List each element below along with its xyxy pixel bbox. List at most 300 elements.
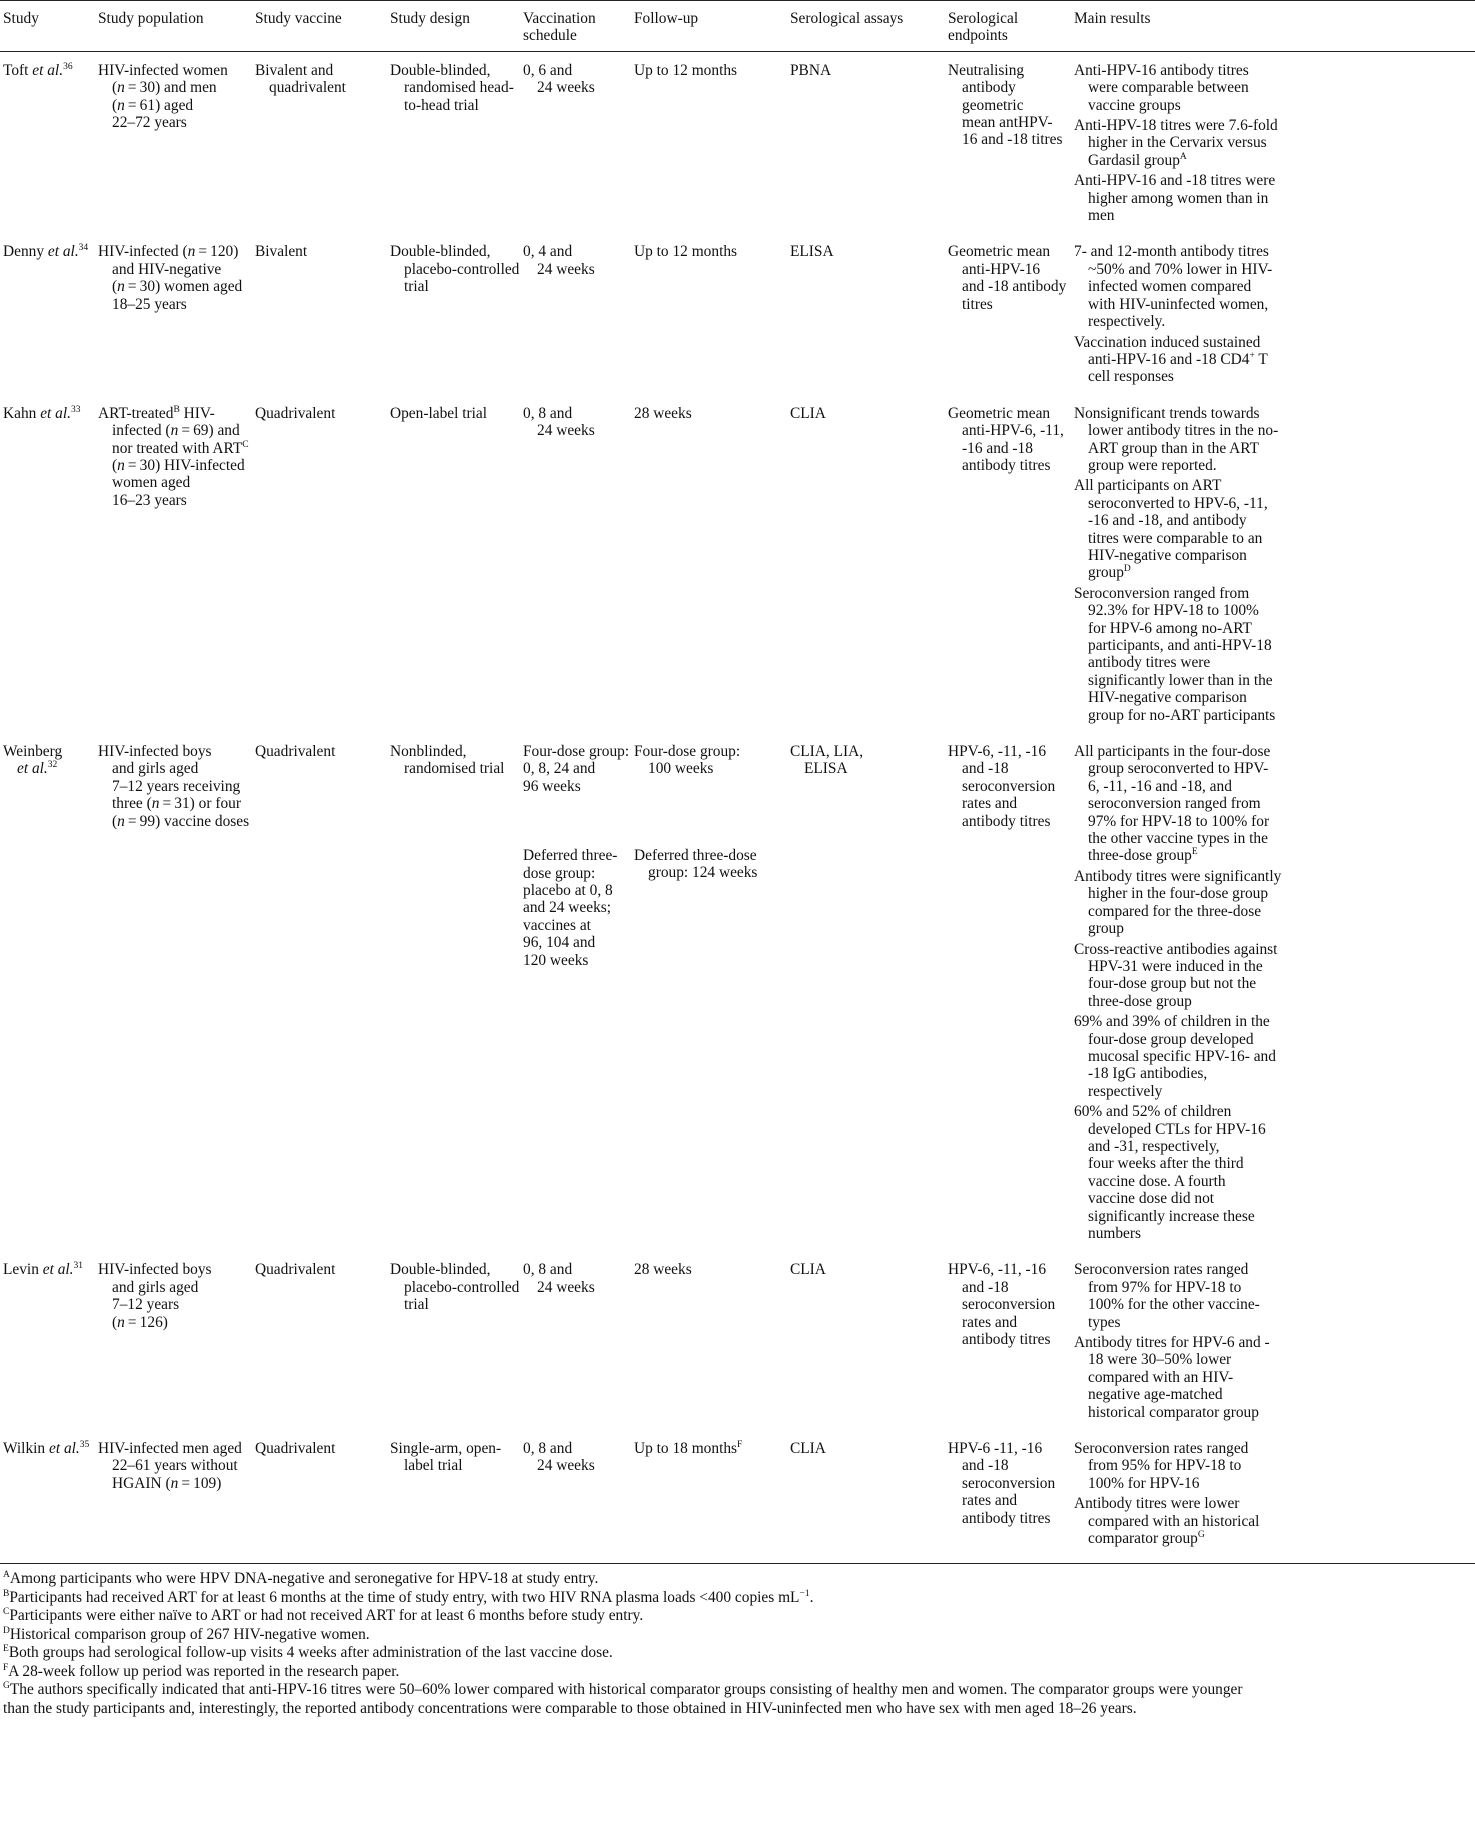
footnote-mark: C bbox=[3, 1607, 10, 1617]
population-line: (n = 30) HIV-infected bbox=[112, 456, 245, 474]
design-line: placebo-controlled bbox=[404, 1278, 520, 1296]
endpoints-line: and -18 antibody bbox=[962, 278, 1067, 296]
schedule-line: 0, 4 and bbox=[523, 243, 573, 261]
col-header-followup: Follow-up bbox=[634, 1, 790, 52]
cell-endpoints bbox=[948, 733, 1074, 1251]
schedule-line: 24 weeks bbox=[537, 260, 595, 278]
cell-study bbox=[0, 1430, 98, 1563]
population-line: and HIV-negative bbox=[112, 260, 222, 278]
cell-assays bbox=[790, 51, 948, 233]
assays-line: ELISA bbox=[804, 760, 848, 778]
result-line: respectively bbox=[1088, 1082, 1163, 1100]
design-line: Open-label trial bbox=[390, 404, 488, 422]
followup-line: 28 weeks bbox=[634, 1261, 692, 1279]
followup-line: Four-dose group: bbox=[634, 743, 741, 761]
result-line: significantly lower than in the bbox=[1088, 671, 1273, 689]
table-row bbox=[0, 1251, 1475, 1430]
cell-design bbox=[390, 1251, 523, 1430]
schedule-line: 0, 8 and bbox=[523, 404, 573, 422]
result-line: 18 were 30–50% lower bbox=[1088, 1351, 1232, 1369]
population-line: HIV-infected boys bbox=[98, 1261, 212, 1279]
col-header-assays: Serological assays bbox=[790, 1, 948, 52]
study-etal: et al. bbox=[32, 61, 64, 79]
result-paragraph bbox=[1074, 743, 1475, 865]
col-header-schedule-line: schedule bbox=[523, 27, 577, 45]
cell-followup bbox=[634, 233, 790, 394]
cell-design bbox=[390, 733, 523, 1251]
result-line: seroconversion ranged from bbox=[1088, 795, 1261, 813]
cell-schedule bbox=[523, 1430, 634, 1563]
result-line: Antibody titres were lower bbox=[1074, 1495, 1240, 1513]
result-line: All participants in the four-dose bbox=[1074, 743, 1271, 761]
design-line: trial bbox=[404, 278, 429, 296]
cell-study bbox=[0, 1251, 98, 1430]
endpoints-line: antibody titres bbox=[962, 1331, 1051, 1349]
result-line: were comparable between bbox=[1088, 79, 1249, 97]
cell-schedule bbox=[523, 233, 634, 394]
endpoints-line: rates and bbox=[962, 1492, 1018, 1510]
result-line: group$^D$ bbox=[1088, 564, 1131, 582]
result-line: from 95% for HPV-18 to bbox=[1088, 1457, 1242, 1475]
endpoints-line: and -18 bbox=[962, 1457, 1009, 1475]
footnote: $^A$Among participants who were HPV DNA-negative and seronegative for HPV-18 at study entry. bbox=[3, 1570, 599, 1587]
followup-line: Up to 12 months bbox=[634, 243, 738, 261]
cell-endpoints bbox=[948, 51, 1074, 233]
result-line: higher in the four-dose group bbox=[1088, 885, 1269, 903]
study-etal: et al. bbox=[42, 1261, 74, 1279]
study-ref: 33 bbox=[70, 404, 81, 415]
schedule-line: 0, 6 and bbox=[523, 61, 573, 79]
design-line: Double-blinded, bbox=[390, 61, 491, 79]
result-line: four-dose group but not the bbox=[1088, 975, 1257, 993]
cell-endpoints bbox=[948, 395, 1074, 733]
result-line: Seroconversion rates ranged bbox=[1074, 1440, 1249, 1458]
result-line: HIV-negative comparison bbox=[1088, 546, 1247, 564]
population-line: 18–25 years bbox=[112, 295, 187, 313]
design-line: Single-arm, open- bbox=[390, 1440, 502, 1458]
result-line: All participants on ART bbox=[1074, 477, 1222, 495]
result-paragraph bbox=[1074, 405, 1475, 475]
result-line: group for no-ART participants bbox=[1088, 706, 1276, 724]
population-line: (n = 30) and men bbox=[112, 79, 217, 97]
col-header-endpoints-line: endpoints bbox=[948, 27, 1008, 45]
cell-population bbox=[98, 1430, 255, 1563]
result-line: Anti-HPV-16 antibody titres bbox=[1074, 61, 1249, 79]
schedule-line: Deferred three- bbox=[523, 847, 618, 865]
population-line: HGAIN (n = 109) bbox=[112, 1474, 222, 1492]
population-line: and girls aged bbox=[112, 1278, 199, 1296]
result-line: 92.3% for HPV-18 to 100% bbox=[1088, 602, 1259, 620]
population-line: 22–61 years without bbox=[112, 1457, 238, 1475]
footnote: $^E$Both groups had serological follow-up visits 4 weeks after administration of the last vaccine dose. bbox=[3, 1644, 613, 1661]
followup-line: Up to 18 months$^F$ bbox=[634, 1440, 743, 1458]
result-line: participants, and anti-HPV-18 bbox=[1088, 637, 1272, 654]
result-line: vaccine groups bbox=[1088, 96, 1181, 114]
design-line: randomised trial bbox=[404, 760, 505, 778]
design-line: Double-blinded, bbox=[390, 243, 491, 261]
footnote: $^G$The authors specifically indicated that anti-HPV-16 titres were 50–60% lower compared with historical comparator groups consisting of healthy men and women. The comparator groups were younger bbox=[3, 1681, 1243, 1698]
endpoints-line: and -18 bbox=[962, 1278, 1009, 1296]
endpoints-line: antibody titres bbox=[962, 812, 1051, 830]
assays-line: CLIA bbox=[790, 1261, 826, 1279]
result-line: Seroconversion rates ranged bbox=[1074, 1261, 1249, 1279]
col-header-study: Study bbox=[0, 1, 98, 52]
schedule-line: 24 weeks bbox=[537, 1278, 595, 1296]
result-line: 6, -11, -16 and -18, and bbox=[1088, 777, 1232, 795]
result-line: significantly increase these bbox=[1088, 1207, 1255, 1225]
study-ref: 35 bbox=[79, 1440, 90, 1451]
study-author: Levin bbox=[3, 1261, 43, 1279]
col-header-schedule bbox=[523, 1, 634, 52]
result-paragraph bbox=[1074, 1261, 1475, 1331]
schedule-line: 96 weeks bbox=[523, 777, 581, 795]
endpoints-line: anti-HPV-6, -11, bbox=[962, 422, 1064, 440]
result-line: and -31, respectively, bbox=[1088, 1137, 1220, 1155]
endpoints-line: seroconversion bbox=[962, 777, 1056, 795]
population-line: 22–72 years bbox=[112, 114, 187, 132]
vaccine-line: Quadrivalent bbox=[255, 1261, 336, 1279]
schedule-line: 24 weeks bbox=[537, 422, 595, 440]
result-line: with HIV-uninfected women, bbox=[1088, 295, 1269, 313]
cell-followup bbox=[634, 51, 790, 233]
table-header bbox=[0, 1, 1475, 52]
result-paragraph bbox=[1074, 1334, 1475, 1421]
population-line: HIV-infected (n = 120) bbox=[98, 243, 239, 261]
cell-vaccine bbox=[255, 733, 390, 1251]
result-line: infected women compared bbox=[1088, 278, 1252, 296]
endpoints-line: -16 and -18 bbox=[962, 439, 1033, 457]
footnote: $^B$Participants had received ART for at least 6 months at the time of study entry, with two HIV RNA plasma loads <400 copies $mL^{-1}$. bbox=[3, 1588, 814, 1606]
result-line: group were reported. bbox=[1088, 456, 1217, 474]
result-line: three-dose group bbox=[1088, 992, 1192, 1010]
footnote: $^F$A 28-week follow up period was reported in the research paper. bbox=[3, 1662, 400, 1680]
cell-followup bbox=[634, 733, 790, 1251]
cell-population bbox=[98, 395, 255, 733]
study-ref: 36 bbox=[63, 61, 73, 72]
result-line: three-dose group$^E$ bbox=[1088, 847, 1198, 865]
study-author: Kahn bbox=[3, 404, 41, 422]
vaccine-line: quadrivalent bbox=[269, 79, 346, 97]
cell-assays bbox=[790, 733, 948, 1251]
result-line: 100% for the other vaccine- bbox=[1088, 1296, 1260, 1314]
result-line: Anti-HPV-18 titres were 7.6-fold bbox=[1074, 117, 1278, 135]
cell-vaccine bbox=[255, 1430, 390, 1563]
endpoints-line: antibody titres bbox=[962, 456, 1051, 474]
vaccine-line: Quadrivalent bbox=[255, 404, 336, 422]
schedule-line: vaccines at bbox=[523, 916, 591, 934]
study-author: Denny bbox=[3, 243, 48, 261]
result-line: historical comparator group bbox=[1088, 1403, 1259, 1421]
population-line: ART-treated$^B$ HIV- bbox=[98, 404, 215, 422]
followup-line: group: 124 weeks bbox=[648, 864, 758, 882]
cell-population bbox=[98, 233, 255, 394]
cell-assays bbox=[790, 395, 948, 733]
result-line: compared with an HIV- bbox=[1088, 1368, 1234, 1386]
result-line: comparator group$^G$ bbox=[1088, 1530, 1205, 1548]
schedule-line: 120 weeks bbox=[523, 951, 589, 969]
endpoints-line: anti-HPV-16 bbox=[962, 260, 1041, 278]
schedule-line: 24 weeks bbox=[537, 79, 595, 97]
result-line: group seroconverted to HPV- bbox=[1088, 760, 1269, 778]
cell-schedule bbox=[523, 1251, 634, 1430]
endpoints-line: rates and bbox=[962, 1313, 1018, 1331]
endpoints-line: HPV-6, -11, -16 bbox=[948, 743, 1047, 761]
endpoints-line: geometric bbox=[962, 96, 1024, 114]
footnote-mark: B bbox=[3, 1588, 10, 1599]
endpoints-line: antibody bbox=[962, 79, 1016, 97]
population-line: (n = 99) vaccine doses bbox=[112, 812, 250, 830]
population-line: (n = 126) bbox=[112, 1313, 168, 1331]
cell-endpoints bbox=[948, 1251, 1074, 1430]
schedule-line: 0, 8, 24 and bbox=[523, 760, 596, 778]
result-line: lower antibody titres in the no- bbox=[1088, 422, 1279, 440]
result-paragraph bbox=[1074, 1013, 1475, 1100]
cell-study bbox=[0, 395, 98, 733]
cell-study bbox=[0, 733, 98, 1251]
population-line: and girls aged bbox=[112, 760, 199, 778]
population-line: 7–12 years bbox=[112, 1296, 180, 1314]
result-paragraph bbox=[1074, 941, 1475, 1011]
cell-endpoints bbox=[948, 233, 1074, 394]
result-paragraph bbox=[1074, 62, 1475, 114]
cell-followup bbox=[634, 1251, 790, 1430]
footnote-mark: D bbox=[3, 1625, 10, 1636]
cell-vaccine bbox=[255, 1251, 390, 1430]
result-line: mucosal specific HPV-16- and bbox=[1088, 1047, 1276, 1065]
endpoints-line: rates and bbox=[962, 795, 1018, 813]
design-line: label trial bbox=[404, 1457, 463, 1475]
cell-vaccine bbox=[255, 395, 390, 733]
study-etal: et al. bbox=[48, 1440, 80, 1458]
table-row bbox=[0, 395, 1475, 733]
table-row bbox=[0, 51, 1475, 233]
result-line: Seroconversion ranged from bbox=[1074, 584, 1250, 602]
result-line: Anti-HPV-16 and -18 titres were bbox=[1074, 172, 1276, 190]
cell-design bbox=[390, 395, 523, 733]
population-line: infected (n = 69) and bbox=[112, 422, 240, 440]
col-header-schedule-line: Vaccination bbox=[523, 10, 596, 27]
result-line: group bbox=[1088, 920, 1124, 938]
followup-line: Up to 12 months bbox=[634, 61, 738, 79]
cell-assays bbox=[790, 1430, 948, 1563]
result-line: Nonsignificant trends towards bbox=[1074, 404, 1260, 422]
cell-population bbox=[98, 1251, 255, 1430]
result-line: HPV-31 were induced in the bbox=[1088, 957, 1263, 975]
footnotes bbox=[0, 1570, 1475, 1718]
result-line: Cross-reactive antibodies against bbox=[1074, 940, 1278, 958]
result-line: ~50% and 70% lower in HIV- bbox=[1088, 260, 1273, 278]
table-body bbox=[0, 51, 1475, 1563]
result-line: 97% for HPV-18 to 100% for bbox=[1088, 812, 1270, 830]
study-ref: 31 bbox=[73, 1261, 84, 1272]
footnote-mark: F bbox=[3, 1662, 9, 1673]
table-row bbox=[0, 733, 1475, 1251]
design-line: to-head trial bbox=[404, 96, 479, 114]
cell-study bbox=[0, 233, 98, 394]
cell-design bbox=[390, 1430, 523, 1563]
result-line: cell responses bbox=[1088, 368, 1174, 386]
study-etal: et al. bbox=[40, 404, 71, 422]
cell-study bbox=[0, 51, 98, 233]
cell-schedule bbox=[523, 51, 634, 233]
result-line: vaccine dose. A fourth bbox=[1088, 1172, 1226, 1190]
result-paragraph bbox=[1074, 585, 1475, 724]
cell-population bbox=[98, 733, 255, 1251]
schedule-line: dose group: bbox=[523, 864, 596, 882]
endpoints-line: antibody titres bbox=[962, 1509, 1051, 1527]
schedule-line: 0, 8 and bbox=[523, 1440, 573, 1458]
population-line: HIV-infected boys bbox=[98, 743, 212, 761]
study-author: Weinberg bbox=[3, 743, 63, 761]
endpoints-line: Geometric mean bbox=[948, 404, 1051, 422]
col-header-design: Study design bbox=[390, 1, 523, 52]
endpoints-line: HPV-6 -11, -16 bbox=[948, 1440, 1043, 1458]
footnote-mark: A bbox=[3, 1570, 10, 1580]
vaccine-line: Quadrivalent bbox=[255, 743, 336, 761]
cell-vaccine bbox=[255, 233, 390, 394]
population-line: (n = 61) aged bbox=[112, 96, 194, 114]
result-line: Antibody titres were significantly bbox=[1074, 867, 1282, 885]
result-line: 60% and 52% of children bbox=[1074, 1103, 1232, 1121]
col-header-endpoints bbox=[948, 1, 1074, 52]
endpoints-line: Geometric mean bbox=[948, 243, 1051, 261]
col-header-results: Main results bbox=[1074, 1, 1475, 52]
design-line: randomised head- bbox=[404, 79, 514, 97]
schedule-line: and 24 weeks; bbox=[523, 899, 612, 917]
cell-results bbox=[1074, 1251, 1475, 1430]
cell-results bbox=[1074, 1430, 1475, 1563]
footnote-continuation: than the study participants and, interestingly, the reported antibody concentrations were comparable to those obtained in HIV-uninfected men who have sex with men aged 18–26 years. bbox=[3, 1699, 1137, 1717]
cell-followup bbox=[634, 1430, 790, 1563]
result-paragraph bbox=[1074, 1495, 1475, 1547]
vaccine-line: Bivalent bbox=[255, 243, 308, 261]
result-line: negative age-matched bbox=[1088, 1386, 1223, 1404]
result-line: ART group than in the ART bbox=[1088, 439, 1260, 457]
vaccine-line: Quadrivalent bbox=[255, 1440, 336, 1458]
result-paragraph bbox=[1074, 172, 1475, 224]
followup-line: 100 weeks bbox=[648, 760, 714, 778]
result-line: HIV-negative comparison bbox=[1088, 689, 1247, 707]
population-line: (n = 30) women aged bbox=[112, 278, 243, 296]
schedule-line: Four-dose group: bbox=[523, 743, 630, 761]
assays-line: PBNA bbox=[790, 61, 832, 79]
population-line: women aged bbox=[112, 474, 191, 492]
result-line: compared for the three-dose bbox=[1088, 902, 1262, 920]
result-line: seroconverted to HPV-6, -11, bbox=[1088, 494, 1268, 512]
design-line: placebo-controlled bbox=[404, 260, 520, 278]
result-line: Gardasil group$^A$ bbox=[1088, 151, 1187, 169]
result-line: the other vaccine types in the bbox=[1088, 830, 1268, 848]
cell-results bbox=[1074, 395, 1475, 733]
design-line: trial bbox=[404, 1296, 429, 1314]
study-ref: 34 bbox=[78, 243, 89, 254]
result-line: Antibody titres for HPV-6 and - bbox=[1074, 1334, 1270, 1352]
assays-line: ELISA bbox=[790, 243, 834, 261]
result-paragraph bbox=[1074, 1103, 1475, 1242]
population-line: nor treated with $ART^C$ bbox=[112, 439, 249, 457]
followup-spacer bbox=[634, 778, 790, 847]
cell-design bbox=[390, 233, 523, 394]
study-author: Wilkin bbox=[3, 1440, 49, 1458]
result-line: 69% and 39% of children in the bbox=[1074, 1013, 1270, 1031]
endpoints-line: 16 and -18 titres bbox=[962, 131, 1063, 149]
col-header-population: Study population bbox=[98, 1, 255, 52]
schedule-line: 96, 104 and bbox=[523, 934, 596, 952]
cell-results bbox=[1074, 51, 1475, 233]
result-line: compared with an historical bbox=[1088, 1512, 1260, 1530]
followup-line: Deferred three-dose bbox=[634, 846, 757, 864]
result-line: higher among women than in bbox=[1088, 189, 1269, 207]
result-line: antibody titres were bbox=[1088, 654, 1211, 672]
result-paragraph bbox=[1074, 868, 1475, 938]
result-line: four-dose group developed bbox=[1088, 1030, 1254, 1048]
cell-endpoints bbox=[948, 1430, 1074, 1563]
endpoints-line: seroconversion bbox=[962, 1474, 1056, 1492]
result-line: higher in the Cervarix versus bbox=[1088, 134, 1267, 152]
endpoints-line: Neutralising bbox=[948, 61, 1025, 79]
result-line: men bbox=[1088, 207, 1115, 225]
assays-line: CLIA, LIA, bbox=[790, 743, 864, 761]
cell-vaccine bbox=[255, 51, 390, 233]
endpoints-line: mean antHPV- bbox=[962, 114, 1053, 132]
schedule-line: 0, 8 and bbox=[523, 1261, 573, 1279]
col-header-endpoints-line: Serological bbox=[948, 10, 1019, 27]
cell-design bbox=[390, 51, 523, 233]
schedule-line: placebo at 0, 8 bbox=[523, 882, 613, 900]
footnote: $^C$Participants were either naïve to ART or had not received ART for at least 6 months before study entry. bbox=[3, 1607, 644, 1624]
population-line: 7–12 years receiving bbox=[112, 777, 241, 795]
study-etal: et al. bbox=[47, 243, 79, 261]
design-line: Double-blinded, bbox=[390, 1261, 491, 1279]
result-line: types bbox=[1088, 1313, 1121, 1331]
result-line: 7- and 12-month antibody titres bbox=[1074, 243, 1269, 261]
result-line: titres were comparable to an bbox=[1088, 529, 1263, 547]
result-paragraph bbox=[1074, 334, 1475, 386]
study-author: Toft bbox=[3, 61, 33, 79]
study-etal: et al.$^{32}$ bbox=[17, 760, 58, 778]
cell-results bbox=[1074, 233, 1475, 394]
table-row bbox=[0, 233, 1475, 394]
result-line: numbers bbox=[1088, 1225, 1142, 1242]
cell-followup bbox=[634, 395, 790, 733]
table-row bbox=[0, 1430, 1475, 1563]
endpoints-line: seroconversion bbox=[962, 1296, 1056, 1314]
population-line: HIV-infected women bbox=[98, 61, 228, 79]
schedule-spacer bbox=[523, 795, 634, 847]
result-paragraph bbox=[1074, 243, 1475, 330]
endpoints-line: titres bbox=[962, 295, 993, 313]
result-paragraph bbox=[1074, 477, 1475, 581]
endpoints-line: and -18 bbox=[962, 760, 1009, 778]
result-line: -16 and -18, and antibody bbox=[1088, 512, 1247, 530]
followup-line: 28 weeks bbox=[634, 404, 692, 422]
result-line: anti-HPV-16 and -18 CD4+ T bbox=[1088, 350, 1268, 368]
result-line: respectively. bbox=[1088, 313, 1166, 331]
result-line: Vaccination induced sustained bbox=[1074, 333, 1261, 351]
cell-assays bbox=[790, 233, 948, 394]
col-header-vaccine: Study vaccine bbox=[255, 1, 390, 52]
result-line: developed CTLs for HPV-16 bbox=[1088, 1120, 1266, 1138]
result-line: -18 IgG antibodies, bbox=[1088, 1065, 1208, 1083]
population-line: HIV-infected men aged bbox=[98, 1440, 242, 1458]
population-line: three (n = 31) or four bbox=[112, 795, 241, 813]
population-line: 16–23 years bbox=[112, 491, 187, 509]
result-paragraph bbox=[1074, 117, 1475, 169]
cell-population bbox=[98, 51, 255, 233]
cell-assays bbox=[790, 1251, 948, 1430]
footnote: $^D$Historical comparison group of 267 HIV-negative women. bbox=[3, 1625, 370, 1643]
result-line: for HPV-6 among no-ART bbox=[1088, 619, 1252, 637]
